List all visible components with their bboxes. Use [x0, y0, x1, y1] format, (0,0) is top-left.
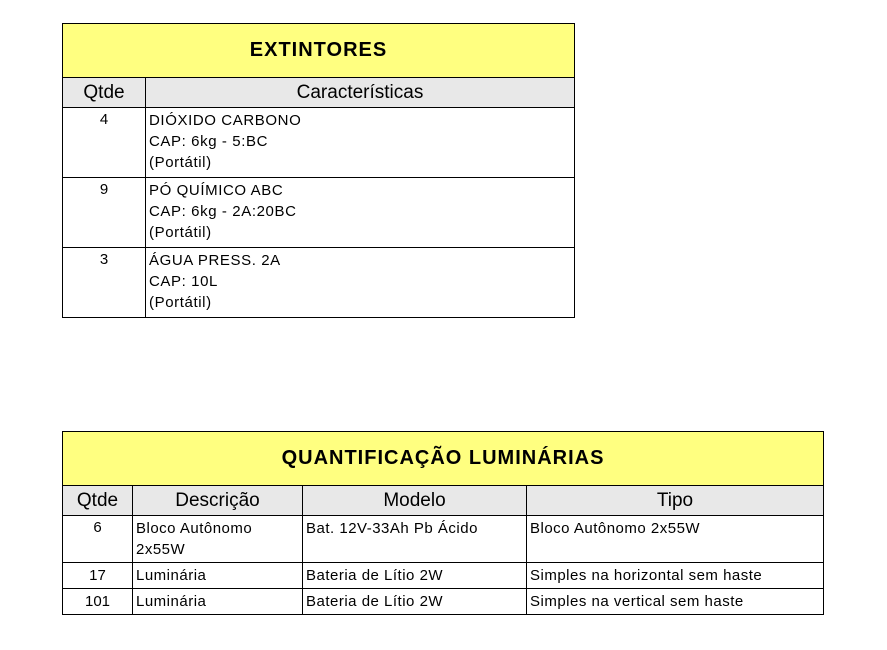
luminaria-type: Simples na horizontal sem haste	[527, 563, 824, 589]
extintor-capacity: CAP: 10L	[149, 273, 219, 290]
extintor-characteristics	[146, 108, 575, 178]
luminaria-description: Bloco Autônomo 2x55W	[133, 516, 303, 563]
luminaria-qty: 17	[63, 563, 133, 589]
table-row	[63, 563, 824, 589]
luminarias-table	[62, 431, 824, 615]
extintor-characteristics	[146, 248, 575, 318]
extintores-header-qty: Qtde	[63, 78, 146, 108]
luminaria-qty: 101	[63, 589, 133, 615]
table-row	[63, 248, 575, 318]
table-row	[63, 516, 824, 563]
extintor-qty: 4	[63, 108, 146, 178]
luminarias-title: QUANTIFICAÇÃO LUMINÁRIAS	[63, 432, 824, 486]
extintor-qty: 9	[63, 178, 146, 248]
luminaria-qty: 6	[63, 516, 133, 563]
luminaria-model: Bat. 12V-33Ah Pb Ácido	[303, 516, 527, 563]
extintor-capacity: CAP: 6kg - 2A:20BC	[149, 203, 297, 220]
extintor-type: PÓ QUÍMICO ABC	[149, 182, 284, 199]
luminaria-model: Bateria de Lítio 2W	[303, 563, 527, 589]
table-row	[63, 178, 575, 248]
luminarias-header-type: Tipo	[527, 486, 824, 516]
luminarias-header-qty: Qtde	[63, 486, 133, 516]
extintor-characteristics	[146, 178, 575, 248]
luminarias-header-description: Descrição	[133, 486, 303, 516]
extintor-capacity: CAP: 6kg - 5:BC	[149, 133, 269, 150]
table-row	[63, 589, 824, 615]
extintor-type: DIÓXIDO CARBONO	[149, 112, 302, 129]
extintor-mobility: (Portátil)	[149, 154, 212, 171]
luminarias-header-model: Modelo	[303, 486, 527, 516]
extintor-mobility: (Portátil)	[149, 224, 212, 241]
extintor-qty: 3	[63, 248, 146, 318]
extintores-header-characteristics: Características	[146, 78, 575, 108]
luminaria-description: Luminária	[133, 589, 303, 615]
extintores-table	[62, 23, 575, 318]
extintores-title: EXTINTORES	[63, 24, 575, 78]
luminaria-description: Luminária	[133, 563, 303, 589]
table-row	[63, 108, 575, 178]
extintor-type: ÁGUA PRESS. 2A	[149, 252, 281, 269]
extintor-mobility: (Portátil)	[149, 294, 212, 311]
luminaria-type: Bloco Autônomo 2x55W	[527, 516, 824, 563]
luminaria-type: Simples na vertical sem haste	[527, 589, 824, 615]
luminaria-model: Bateria de Lítio 2W	[303, 589, 527, 615]
